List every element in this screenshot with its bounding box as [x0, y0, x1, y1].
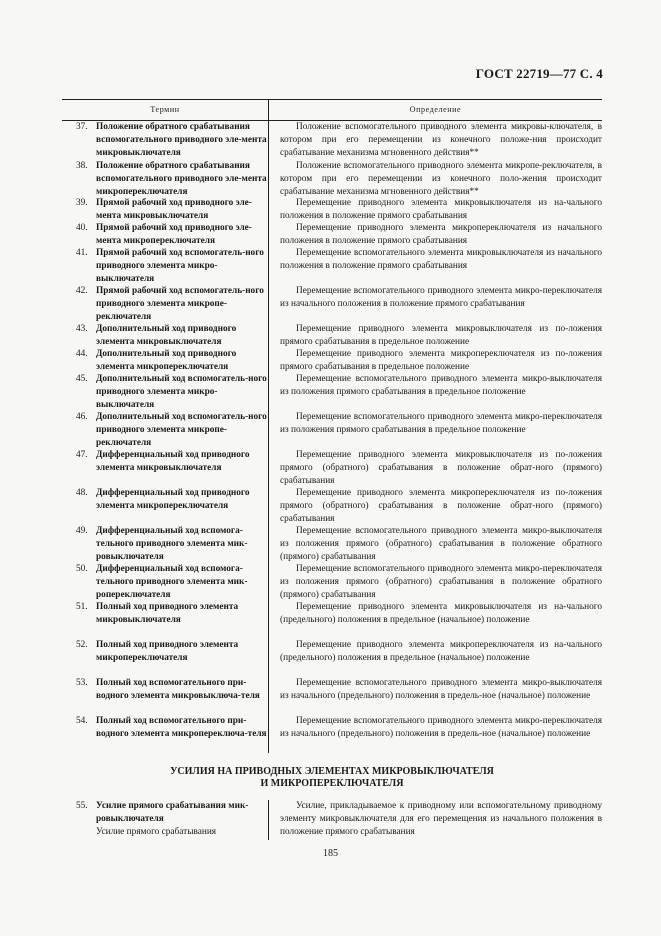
table-row: [62, 677, 602, 715]
table-row: [62, 348, 602, 373]
term-text: Дифференциальный ход вспомога-тельного приводного элемента мик-ропереключателя: [96, 564, 248, 600]
definition-cell: Положение вспомогательного приводного элемента микровы-ключателя, в котором при его перемещении из конечного положе-ния происходит срабатывание механизма мгновенного действия**: [280, 122, 602, 158]
term-number: 42.: [76, 286, 88, 296]
table-row: [62, 247, 602, 285]
term-text: Дифференциальный ход вспомога-тельного приводного элемента мик-ровыключателя: [96, 526, 248, 562]
definition-cell: Перемещение приводного элемента микровыключателя из на-чального положения в положение прямого срабатывания: [280, 198, 602, 221]
term-cell: [62, 247, 268, 285]
term-cell: [62, 373, 268, 411]
column-header-term: Термин: [62, 100, 269, 120]
definition-cell: Перемещение вспомогательного приводного элемента микро-переключателя из положения прямого (обратного) срабатывания в положение обратного (прямого) срабатывания: [280, 564, 602, 600]
table-row: [62, 715, 602, 753]
term-text: Дифференциальный ход приводного элемента микровыключателя: [96, 450, 250, 473]
term-text: Дополнительный ход приводного элемента микровыключателя: [96, 324, 237, 347]
term-number: 54.: [76, 716, 88, 726]
definition-cell: Перемещение вспомогательного приводного элемента микро-переключателя из начального положения в положение прямого срабатывания: [280, 286, 602, 309]
term-text: Положение обратного срабатывания вспомогательного приводного эле-мента микровыключателя: [96, 122, 267, 158]
definition-cell: Перемещение приводного элемента микропереключателя из начального положения в положение прямого срабатывания: [280, 223, 602, 246]
term-cell: [62, 487, 268, 525]
table-row: [62, 563, 602, 601]
section-title: [62, 766, 602, 790]
term-text: Полный ход приводного элемента микропереключателя: [96, 640, 239, 663]
term-number: 52.: [76, 640, 88, 650]
term-text: Усилие прямого срабатывания мик-ровыключателя: [96, 801, 249, 824]
term-cell: [62, 197, 268, 222]
term-text: Дополнительный ход вспомогатель-ного приводного элемента микропе-реключателя: [96, 412, 267, 448]
term-cell: [62, 601, 268, 639]
table-row: [62, 285, 602, 323]
term-number: 49.: [76, 526, 88, 536]
table-row: [62, 373, 602, 411]
term-text: Полный ход приводного элемента микровыключателя: [96, 602, 239, 625]
term-text: Прямой рабочий ход вспомогатель-ного приводного элемента микро-выключателя: [96, 248, 264, 284]
definition-cell: Усилие, прикладываемое к приводному или вспомогательному приводному элементу микровыключателя для его перемещения из начального положения в положение прямого срабатывания: [280, 801, 602, 837]
table-header: [62, 99, 602, 121]
table-row: [62, 160, 602, 197]
table-row: [62, 601, 602, 639]
term-number: 39.: [76, 198, 88, 208]
term-alias: Усилие прямого срабатывания: [96, 826, 217, 837]
definition-cell: Перемещение приводного элемента микровыключателя из на-чального (предельного) положения в предельное (начальное) положение: [280, 602, 602, 625]
table-row: [62, 639, 602, 677]
term-number: 44.: [76, 349, 88, 359]
table-row: [62, 800, 602, 840]
table-row: [62, 222, 602, 247]
definition-cell: Перемещение приводного элемента микропереключателя из на-чального (предельного) положения в предельное (начальное) положение: [280, 640, 602, 663]
term-text: Прямой рабочий ход приводного эле-мента микровыключателя: [96, 198, 252, 221]
table-row: [62, 323, 602, 348]
definition-cell: Перемещение приводного элемента микровыключателя из по-ложения прямого (обратного) срабатывания в положение обрат-ного (прямого) срабатывания: [280, 450, 602, 486]
page-number: 185: [323, 848, 338, 859]
definition-cell: Перемещение приводного элемента микровыключателя из по-ложения прямого срабатывания в предельное положение: [280, 324, 602, 347]
term-number: 37.: [76, 122, 88, 132]
term-text: Дополнительный ход приводного элемента микропереключателя: [96, 349, 237, 372]
term-cell: [62, 348, 268, 373]
term-cell: [62, 525, 268, 563]
term-text: Положение обратного срабатывания вспомогательного приводного эле-мента микропереключателя: [96, 161, 267, 197]
term-number: 41.: [76, 248, 88, 258]
term-number: 47.: [76, 450, 88, 460]
definition-cell: Перемещение вспомогательного приводного элемента микро-выключателя из начального (предельного) положения в предель-ное (начальное) положение: [280, 678, 602, 701]
term-cell: [62, 411, 268, 449]
definition-cell: Перемещение приводного элемента микропереключателя из по-ложения прямого срабатывания в предельное положение: [280, 349, 602, 372]
definition-cell: Перемещение приводного элемента микропереключателя из по-ложения прямого (обратного) срабатывания в положение обрат-ного (прямого) срабатывания: [280, 488, 602, 524]
term-cell: [62, 121, 268, 160]
term-cell: [62, 222, 268, 247]
definition-cell: Перемещение вспомогательного приводного элемента микро-выключателя из положения прямого срабатывания в предельное положение: [280, 374, 602, 397]
term-cell: [62, 639, 268, 677]
table-row: [62, 121, 602, 160]
term-cell: [62, 285, 268, 323]
column-header-definition: Определение: [409, 105, 462, 114]
definition-cell: Положение вспомогательного приводного элемента микропе-реключателя, в котором при его перемещении из конечного поло-жения происходит срабатывание механизма мгновенного действия**: [280, 161, 602, 197]
terms-table: [62, 99, 602, 753]
term-number: 40.: [76, 223, 88, 233]
term-cell: [62, 323, 268, 348]
terms-table-2: [62, 800, 602, 840]
term-text: Прямой рабочий ход вспомогатель-ного приводного элемента микропе-реключателя: [96, 286, 264, 322]
term-cell: [62, 715, 268, 753]
table-row: [62, 525, 602, 563]
definition-cell: Перемещение вспомогательного элемента микровыключателя из начального положения в положение прямого срабатывания: [280, 248, 602, 271]
table-row: [62, 449, 602, 487]
term-number: 55.: [76, 801, 88, 811]
term-number: 43.: [76, 324, 88, 334]
term-number: 48.: [76, 488, 88, 498]
term-text: Дополнительный ход вспомогатель-ного приводного элемента микро-выключателя: [96, 374, 267, 410]
term-cell: [62, 160, 268, 197]
term-text: Полный ход вспомогательного при-водного элемента микровыключа-теля: [96, 678, 260, 701]
term-text: Прямой рабочий ход приводного эле-мента микропереключателя: [96, 223, 252, 246]
table-row: [62, 487, 602, 525]
definition-cell: Перемещение вспомогательного приводного элемента микро-выключателя из положения прямого (обратного) срабатывания в положение обратного (прямого) срабатывания: [280, 526, 602, 562]
term-number: 45.: [76, 374, 88, 384]
term-cell: [62, 677, 268, 715]
term-number: 51.: [76, 602, 88, 612]
section-title-line-2: И МИКРОПЕРЕКЛЮЧАТЕЛЯ: [260, 778, 404, 789]
term-cell: [62, 449, 268, 487]
definition-cell: Перемещение вспомогательного приводного элемента микро-переключателя из положения прямого срабатывания в предельное положение: [280, 412, 602, 435]
term-number: 50.: [76, 564, 88, 574]
term-cell: [62, 800, 268, 840]
term-number: 38.: [76, 161, 88, 171]
definition-cell: Перемещение вспомогательного приводного элемента микро-переключателя из начального (предельного) положения в предель-ное (начальное) положение: [280, 716, 602, 739]
term-cell: [62, 563, 268, 601]
section-title-line-1: УСИЛИЯ НА ПРИВОДНЫХ ЭЛЕМЕНТАХ МИКРОВЫКЛЮЧАТЕЛЯ: [170, 766, 494, 777]
term-number: 46.: [76, 412, 88, 422]
term-text: Дифференциальный ход приводного элемента микропереключателя: [96, 488, 250, 511]
table-body: [62, 121, 602, 753]
term-number: 53.: [76, 678, 88, 688]
page-header: ГОСТ 22719—77 С. 4: [475, 66, 603, 81]
table-row: [62, 197, 602, 222]
table-row: [62, 411, 602, 449]
term-text: Полный ход вспомогательного при-водного элемента микропереключа-теля: [96, 716, 267, 739]
